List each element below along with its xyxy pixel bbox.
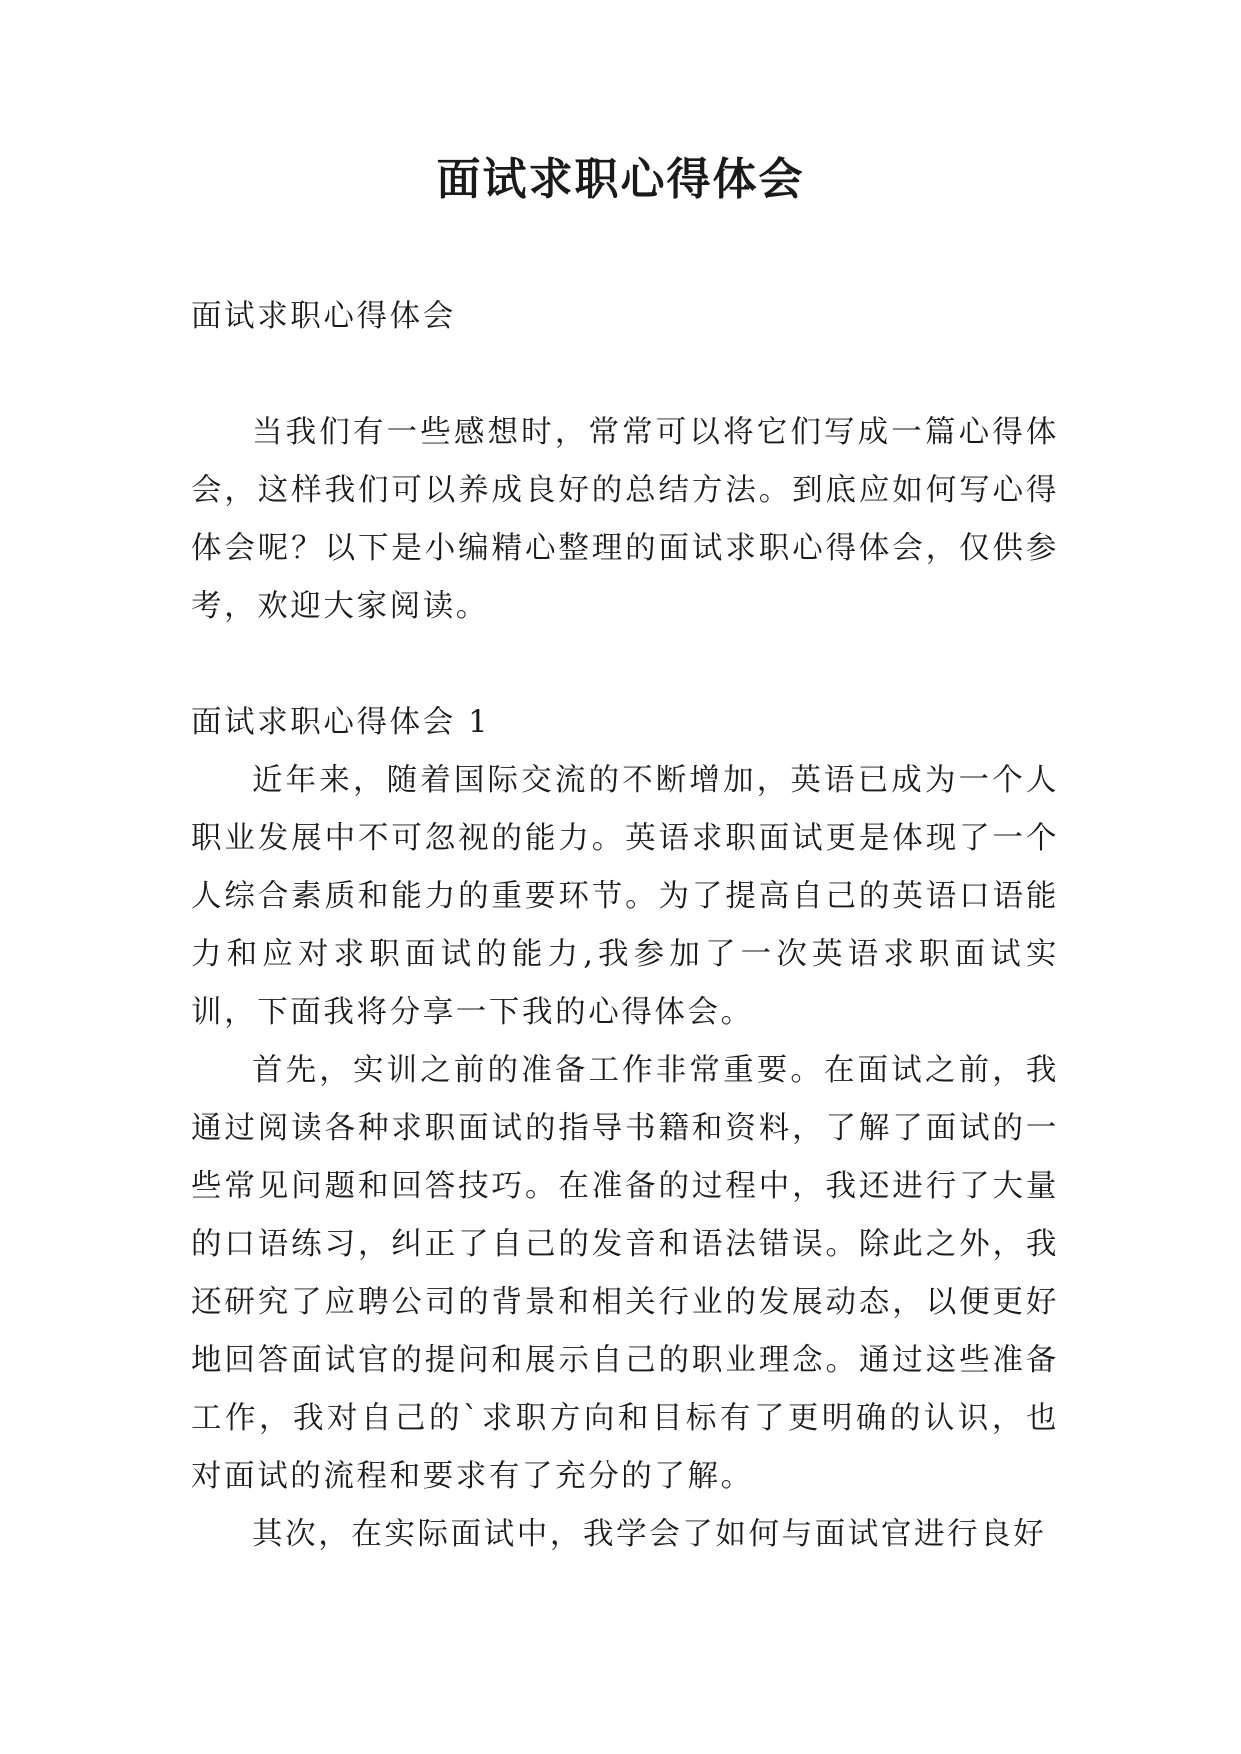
section-heading: 面试求职心得体会 1 <box>191 705 491 740</box>
body-paragraph: 首先，实训之前的准备工作非常重要。在面试之前，我通过阅读各种求职面试的指导书籍和资料，了解了面试的一些常见问题和回答技巧。在准备的过程中，我还进行了大量的口语练习，纠正了自己的发音和语法错误。除此之外，我还研究了应聘公司的背景和相关行业的发展动态，以便更好地回答面试官的提问和展示自己的职业理念。通过这些准备工作，我对自己的`求职方向和目标有了更明确的认识，也对面试的流程和要求有了充分的了解。 <box>191 1053 1059 1494</box>
body-paragraph: 近年来，随着国际交流的不断增加，英语已成为一个人职业发展中不可忽视的能力。英语求职面试更是体现了一个人综合素质和能力的重要环节。为了提高自己的英语口语能力和应对求职面试的能力,我参加了一次英语求职面试实训，下面我将分享一下我的心得体会。 <box>191 763 1059 1030</box>
document-title: 面试求职心得体会 <box>436 154 805 205</box>
document-subtitle: 面试求职心得体会 <box>191 299 456 334</box>
document-body <box>191 288 1059 1564</box>
body-paragraph: 其次，在实际面试中，我学会了如何与面试官进行良好 <box>252 1517 1047 1552</box>
intro-paragraph: 当我们有一些感想时，常常可以将它们写成一篇心得体会，这样我们可以养成良好的总结方法。到底应如何写心得体会呢？以下是小编精心整理的面试求职心得体会，仅供参考，欢迎大家阅读。 <box>191 415 1059 624</box>
